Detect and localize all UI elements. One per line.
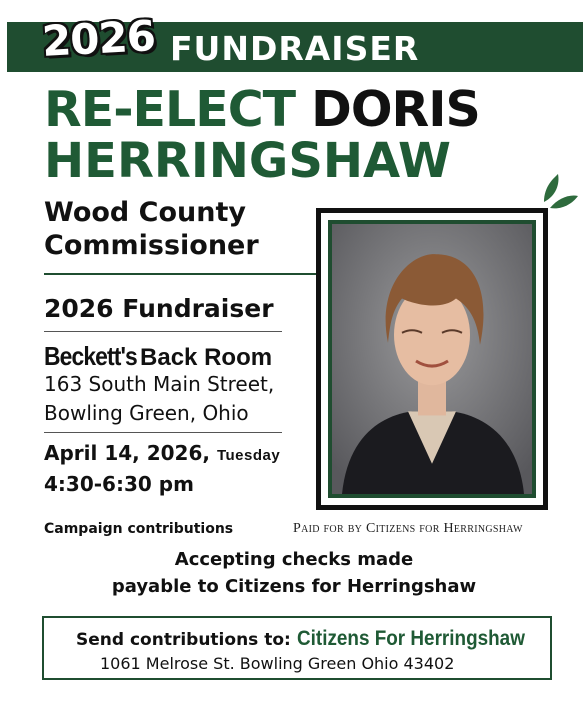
divider bbox=[44, 331, 282, 332]
headline-line-1 bbox=[44, 82, 480, 138]
contributions-label: Campaign contributions bbox=[44, 521, 234, 537]
divider bbox=[44, 273, 320, 275]
candidate-last-name: HERRINGSHAW bbox=[44, 133, 451, 189]
checks-payable-note bbox=[0, 546, 588, 600]
event-date-value: April 14, 2026, bbox=[44, 441, 210, 465]
send-to-org: Citizens For Herringshaw bbox=[296, 627, 525, 650]
leaf-icon bbox=[540, 172, 580, 212]
office-line-1: Wood County bbox=[44, 197, 246, 228]
venue-room: Back Room bbox=[140, 344, 273, 371]
candidate-photo-frame bbox=[316, 208, 548, 510]
event-title: 2026 Fundraiser bbox=[44, 294, 274, 323]
venue-name-primary: Beckett's bbox=[44, 341, 137, 371]
venue-name bbox=[44, 341, 272, 372]
divider bbox=[44, 432, 282, 433]
event-day-of-week: Tuesday bbox=[216, 447, 281, 464]
mailing-address: 1061 Melrose St. Bowling Green Ohio 43402 bbox=[100, 654, 455, 673]
re-elect-text: RE-ELECT bbox=[44, 81, 296, 138]
send-to-label: Send contributions to: bbox=[76, 630, 291, 650]
banner-title: FUNDRAISER bbox=[170, 29, 420, 68]
event-time: 4:30-6:30 pm bbox=[44, 472, 194, 496]
address-line-1: 163 South Main Street, bbox=[44, 372, 275, 396]
candidate-photo bbox=[332, 224, 532, 494]
mailing-box bbox=[42, 616, 552, 680]
address-line-2: Bowling Green, Ohio bbox=[44, 401, 249, 425]
year-badge: 2026 bbox=[40, 11, 157, 66]
checks-line-1: Accepting checks made bbox=[174, 549, 414, 570]
checks-line-2: payable to Citizens for Herringshaw bbox=[111, 576, 477, 597]
office-title bbox=[44, 196, 259, 262]
venue-address bbox=[44, 370, 274, 428]
event-date bbox=[44, 441, 280, 465]
candidate-first-name: DORIS bbox=[311, 81, 480, 138]
send-contributions-line bbox=[76, 627, 550, 651]
office-line-2: Commissioner bbox=[44, 230, 259, 261]
paid-for-disclaimer: Paid for by Citizens for Herringshaw bbox=[293, 521, 523, 536]
